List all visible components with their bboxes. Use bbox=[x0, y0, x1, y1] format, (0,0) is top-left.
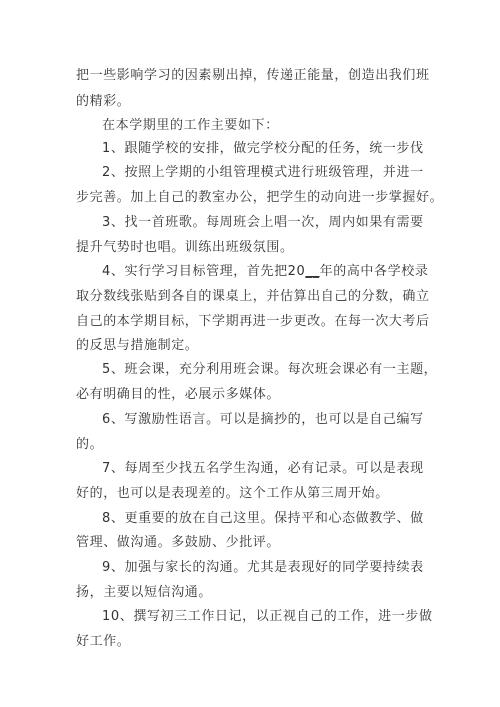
item-7-line: 好的，也可以是表现差的。这个工作从第三周开始。 bbox=[76, 486, 389, 501]
year-prefix: 20 bbox=[287, 264, 306, 279]
item-6-line: 6、写激励性语言。可以是摘抄的，也可以是自己编写 bbox=[102, 412, 424, 427]
item-4-text: 4、实行学习目标管理，首先把 bbox=[102, 264, 288, 279]
item-4-line: 取分数线张贴到各自的课桌上，并估算出自己的分数，确立 bbox=[76, 289, 430, 304]
text-line: 把一些影响学习的因素剔出掉，传递正能量，创造出我们班 bbox=[76, 68, 430, 83]
item-3-line: 3、找一首班歌。每周班会上唱一次，周内如果有需要 bbox=[102, 215, 424, 230]
item-5-line: 必有明确目的性，必展示多媒体。 bbox=[76, 387, 281, 402]
item-5-line: 5、班会课，充分利用班会课。每次班会课必有一主题， bbox=[102, 362, 438, 377]
item-4-line: 的反思与措施制定。 bbox=[76, 338, 199, 353]
item-4-text-rest: 年的高中各学校录 bbox=[319, 264, 429, 279]
item-8-line: 管理、做沟通。多鼓励、少批评。 bbox=[76, 535, 281, 550]
year-blank: __ bbox=[305, 264, 320, 279]
item-2-line: 步完善。加上自己的教室办公，把学生的动向进一步掌握好。 bbox=[76, 190, 444, 205]
item-3-line: 提升气势时也唱。训练出班级氛围。 bbox=[76, 240, 294, 255]
item-10-line: 好工作。 bbox=[76, 634, 131, 649]
item-6-line: 的。 bbox=[76, 437, 104, 452]
item-8-line: 8、更重要的放在自己这里。保持平和心态做教学、做 bbox=[102, 511, 424, 526]
section-intro: 在本学期里的工作主要如下： bbox=[102, 118, 279, 133]
item-9-line: 9、加强与家长的沟通。尤其是表现好的同学要持续表 bbox=[102, 560, 424, 575]
item-4-line bbox=[102, 263, 428, 281]
item-7-line: 7、每周至少找五名学生沟通，必有记录。可以是表现 bbox=[102, 461, 424, 476]
item-10-line: 10、撰写初三工作日记，以正视自己的工作，进一步做 bbox=[102, 609, 433, 624]
text-line: 的精彩。 bbox=[76, 94, 131, 109]
item-9-line: 扬，主要以短信沟通。 bbox=[76, 585, 213, 600]
item-2-line: 2、按照上学期的小组管理模式进行班级管理，并进一 bbox=[102, 165, 424, 180]
item-1-line: 1、跟随学校的安排，做完学校分配的任务，统一步伐 bbox=[102, 141, 424, 156]
item-4-line: 自己的本学期目标，下学期再进一步更改。在每一次大考后 bbox=[76, 314, 430, 329]
